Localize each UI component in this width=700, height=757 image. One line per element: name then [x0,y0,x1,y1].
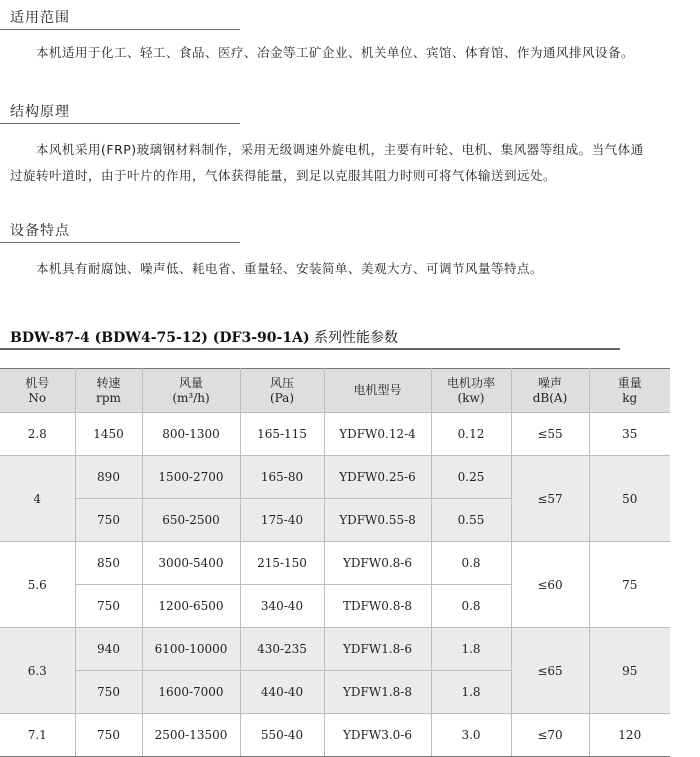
cell-rpm: 890 [75,456,142,499]
cell-noise: ≤60 [511,542,589,628]
header-cn: 机号 [25,375,50,390]
cell-flow: 3000-5400 [142,542,240,585]
section-title: 设备特点 [10,223,70,239]
header-en: (kw) [457,390,485,405]
table-title-rule [0,348,620,350]
cell-motor: YDFW1.8-8 [324,671,431,714]
cell-power: 3.0 [431,714,511,757]
table-row [0,456,670,499]
cell-no: 2.8 [0,413,75,456]
cell-pressure: 165-115 [240,413,324,456]
header-en: rpm [96,390,121,405]
section-rule [0,242,240,243]
cell-rpm: 750 [75,671,142,714]
header-cn: 风压 [269,375,294,390]
cell-pressure: 165-80 [240,456,324,499]
text-line: 本机具有耐腐蚀、噪声低、耗电省、重量轻、安装简单、美观大方、可调节风量等特点。 [36,261,544,276]
header-cn: 噪声 [537,375,562,390]
header-en: (Pa) [269,390,295,405]
cell-no: 5.6 [0,542,75,628]
section-rule [0,123,240,124]
cell-motor: YDFW0.12-4 [324,413,431,456]
header-en: kg [622,390,638,405]
cell-pressure: 340-40 [240,585,324,628]
cell-flow: 6100-10000 [142,628,240,671]
cell-power: 0.25 [431,456,511,499]
cell-power: 0.55 [431,499,511,542]
cell-noise: ≤57 [511,456,589,542]
cell-motor: YDFW0.8-6 [324,542,431,585]
header-cn: 电机型号 [353,383,402,397]
header-cn: 电机功率 [446,375,495,390]
table-row [0,542,670,585]
cell-rpm: 940 [75,628,142,671]
header-en: (m³/h) [172,390,210,405]
performance-table [0,368,670,757]
header-cn: 重量 [617,375,642,390]
cell-noise: ≤55 [511,413,589,456]
header-cn: 风量 [178,375,203,390]
cell-rpm: 750 [75,499,142,542]
cell-power: 1.8 [431,671,511,714]
cell-pressure: 440-40 [240,671,324,714]
cell-power: 1.8 [431,628,511,671]
header-no [0,369,75,413]
table-title-models: BDW-87-4 (BDW4-75-12) (DF3-90-1A) [10,330,310,346]
cell-pressure: 175-40 [240,499,324,542]
section-title: 适用范围 [10,10,70,26]
cell-flow: 1200-6500 [142,585,240,628]
cell-noise: ≤65 [511,628,589,714]
header-weight [589,369,670,413]
cell-weight: 50 [589,456,670,542]
cell-weight: 35 [589,413,670,456]
section-text [10,256,694,282]
table-row [0,413,670,456]
section-title: 结构原理 [10,104,70,120]
header-noise [511,369,589,413]
cell-no: 6.3 [0,628,75,714]
header-motor [324,369,431,413]
cell-power: 0.12 [431,413,511,456]
section-rule [0,29,240,30]
cell-rpm: 850 [75,542,142,585]
cell-no: 7.1 [0,714,75,757]
cell-motor: YDFW0.25-6 [324,456,431,499]
cell-weight: 75 [589,542,670,628]
table-title [10,327,398,347]
text-line: 本机适用于化工、轻工、食品、医疗、冶金等工矿企业、机关单位、宾馆、体育馆、作为通风排风设备。 [36,45,635,60]
text-line: 本风机采用(FRP)玻璃钢材料制作，采用无级调速外旋电机，主要有叶轮、电机、集风器等组成。当气体通 [36,142,644,157]
cell-flow: 800-1300 [142,413,240,456]
text-line: 过旋转叶道时，由于叶片的作用，气体获得能量，到足以克服其阻力时则可将气体输送到远处。 [10,168,557,183]
cell-power: 0.8 [431,585,511,628]
cell-motor: YDFW0.55-8 [324,499,431,542]
table-header-row [0,369,670,413]
cell-pressure: 550-40 [240,714,324,757]
cell-motor: TDFW0.8-8 [324,585,431,628]
cell-rpm: 1450 [75,413,142,456]
header-power [431,369,511,413]
cell-rpm: 750 [75,585,142,628]
header-en: No [28,390,47,405]
header-pressure [240,369,324,413]
section-text [10,137,694,189]
cell-weight: 120 [589,714,670,757]
cell-pressure: 215-150 [240,542,324,585]
table-row [0,714,670,757]
model-group [0,542,670,628]
cell-motor: YDFW1.8-6 [324,628,431,671]
cell-flow: 1600-7000 [142,671,240,714]
cell-motor: YDFW3.0-6 [324,714,431,757]
table-title-suffix: 系列性能参数 [314,330,399,346]
cell-flow: 2500-13500 [142,714,240,757]
model-group [0,456,670,542]
cell-power: 0.8 [431,542,511,585]
cell-weight: 95 [589,628,670,714]
table-row [0,628,670,671]
cell-noise: ≤70 [511,714,589,757]
cell-flow: 1500-2700 [142,456,240,499]
model-group [0,714,670,757]
header-flow [142,369,240,413]
cell-rpm: 750 [75,714,142,757]
cell-flow: 650-2500 [142,499,240,542]
model-group [0,628,670,714]
cell-no: 4 [0,456,75,542]
cell-pressure: 430-235 [240,628,324,671]
model-group [0,413,670,456]
header-rpm [75,369,142,413]
header-en: dB(A) [532,390,568,405]
section-text [10,40,694,66]
header-cn: 转速 [96,375,121,390]
